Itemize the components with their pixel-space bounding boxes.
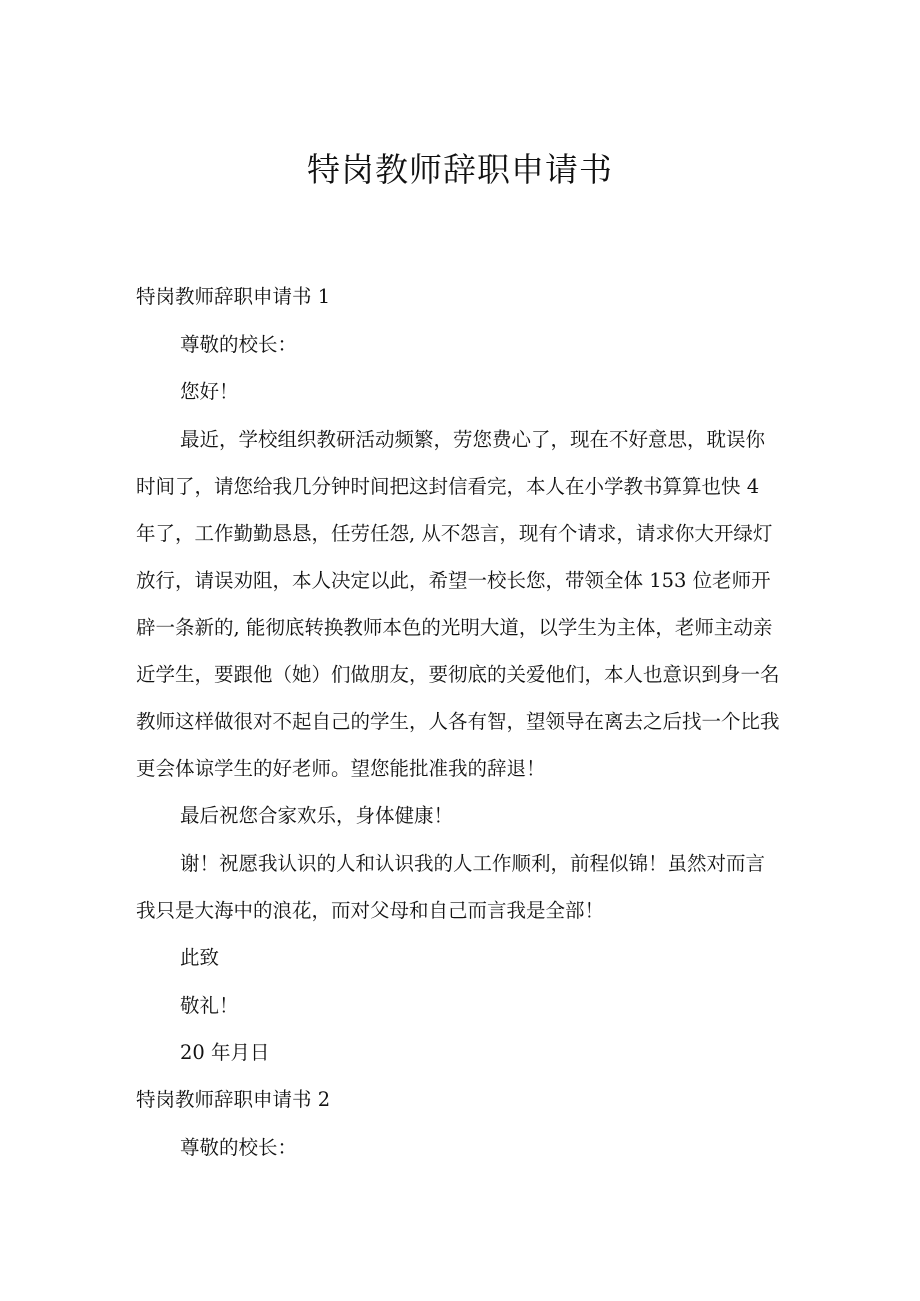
letter1-wishes: 最后祝您合家欢乐，身体健康！ [180, 804, 454, 827]
body-line: 近学生，要跟他（她）们做朋友，要彻底的关爱他们，本人也意识到身一名 [136, 663, 780, 686]
body-line: 年了，工作勤勤恳恳，任劳任怨, 从不怨言，现有个请求，请求你大开绿灯 [136, 522, 773, 545]
document-title: 特岗教师辞职申请书 [307, 150, 613, 189]
body-line: 时间了，请您给我几分钟时间把这封信看完，本人在小学教书算算也快 4 [136, 475, 760, 498]
letter1-date: 20 年月日 [180, 1041, 270, 1064]
body-line: 放行，请误劝阻，本人决定以此，希望一校长您，带领全体 153 位老师开 [136, 569, 771, 592]
body-line: 最近，学校组织教研活动频繁，劳您费心了，现在不好意思，耽误你 [180, 428, 766, 451]
thanks-line: 谢！祝愿我认识的人和认识我的人工作顺利，前程似锦！虽然对而言 [180, 852, 766, 875]
letter1-greeting: 您好！ [180, 380, 239, 403]
letter1-closing-jingli: 敬礼！ [180, 994, 239, 1017]
letter1-closing-zhizhi: 此致 [180, 946, 220, 969]
body-line: 教师这样做很对不起自己的学生，人各有智，望领导在离去之后找一个比我 [136, 710, 780, 733]
body-line: 辟一条新的, 能彻底转换教师本色的光明大道，以学生为主体，老师主动亲 [136, 616, 773, 639]
letter1-salutation: 尊敬的校长： [180, 333, 298, 356]
body-line: 更会体谅学生的好老师。望您能批准我的辞退！ [136, 757, 546, 780]
letter2-heading: 特岗教师辞职申请书 2 [136, 1088, 331, 1111]
letter1-heading: 特岗教师辞职申请书 1 [136, 285, 331, 308]
letter2-salutation: 尊敬的校长： [180, 1136, 298, 1159]
thanks-line: 我只是大海中的浪花，而对父母和自己而言我是全部！ [136, 899, 605, 922]
